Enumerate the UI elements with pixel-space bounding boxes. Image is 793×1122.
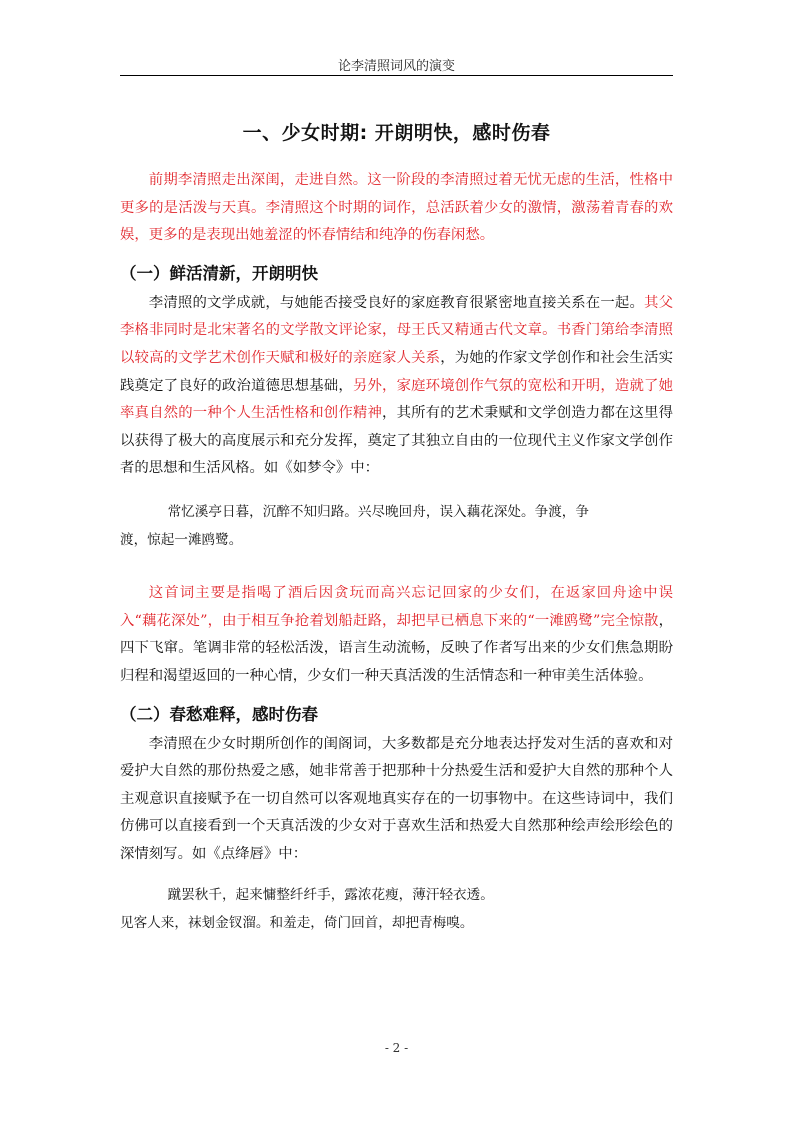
page-content [120,118,673,956]
running-header: 论李清照词风的演变 [337,59,455,74]
subsection-2-paragraph-1: 李清照在少女时期所创作的闺阁词，大多数都是充分地表达抒发对生活的喜欢和对爱护大自然的那份热爱之感，她非常善于把那种十分热爱生活和爱护大自然的那种个人主观意识直接赋予在一切自然可以客观地真实存在的一切事物中。在这些诗词中，我们仿佛可以直接看到一个天真活泼的少女对于喜欢生活和热爱大自然那种绘声绘形绘色的深情刻写。如《点绛唇》中： [120,735,673,862]
highlighted-text-run: 其父李格非同时是北宋著名的文学散文评论家，母王氏又精通古代文章。书香门第给李清照以较高的文学艺术创作天赋和极好的亲庭家人关系 [120,294,673,366]
highlighted-text-run: 这首词主要是指喝了酒后因贪玩而高兴忘记回家的少女们，在返家回舟途中误入“藕花深处”，由于相互争抢着划船赶路，却把早已栖息下来的“一滩鸥鹭”完全惊散 [120,585,673,629]
section-title: 一、少女时期: 开朗明快，感时伤春 [242,122,551,144]
subsection-1-paragraph-1 [120,290,673,483]
highlighted-text-run: 另外，家庭环境创作气氛的宽松和开明，造就了她率真自然的一种个人生活性格和创作精神 [120,377,673,422]
page-number: - 2 - [384,1041,409,1055]
poem-line: 见客人来，袜刬金钗溜。和羞走，倚门回首，却把青梅嗅。 [120,915,474,932]
intro-paragraph: 前期李清照走出深闺，走进自然。这一阶段的李清照过着无忧无虑的生活，性格中更多的是活泼与天真。李清照这个时期的词作，总活跃着少女的激情，激荡着青春的欢娱，更多的是表现出她羞涩的怀春情结和纯净的伤春闲愁。 [120,172,673,244]
text-run: 李清照的文学成就，与她能否接受良好的家庭教育很紧密地直接关系在一起。 [148,294,645,311]
header-rule [120,75,673,76]
poem-line: 渡，惊起一滩鸥鹭。 [120,531,243,548]
text-run: ，其所有的艺术秉赋和文学创造力都在这里得以获得了极大的高度展示和充分发挥，奠定了其独立自由的一位现代主义作家文学创作者的思想和生活风格。如《如梦令》中： [120,405,673,477]
poem-line: 蹴罢秋千，起来慵整纤纤手，露浓花瘦，薄汗轻衣透。 [167,887,494,904]
poem-quote-dianjiangchun [120,882,673,937]
subsection-title-2: （二）春愁难释，感时伤春 [120,704,318,724]
text-run: ，为她的作家文学创作和社会生活实践奠定了良好的政治道德思想基础， [120,349,673,394]
subsection-1-paragraph-2 [120,580,673,690]
poem-quote-rumengling [120,499,673,554]
text-run: ，四下飞窜。笔调非常的轻松活泼，语言生动流畅，反映了作者写出来的少女们焦急期盼归程和渴望返回的一种心情，少女们一种天真活泼的生活情态和一种审美生活体验。 [120,612,673,684]
subsection-title-1: （一）鲜活清新，开朗明快 [120,263,318,283]
poem-line: 常忆溪亭日暮，沉醉不知归路。兴尽晚回舟，误入藕花深处。争渡，争 [167,503,589,520]
